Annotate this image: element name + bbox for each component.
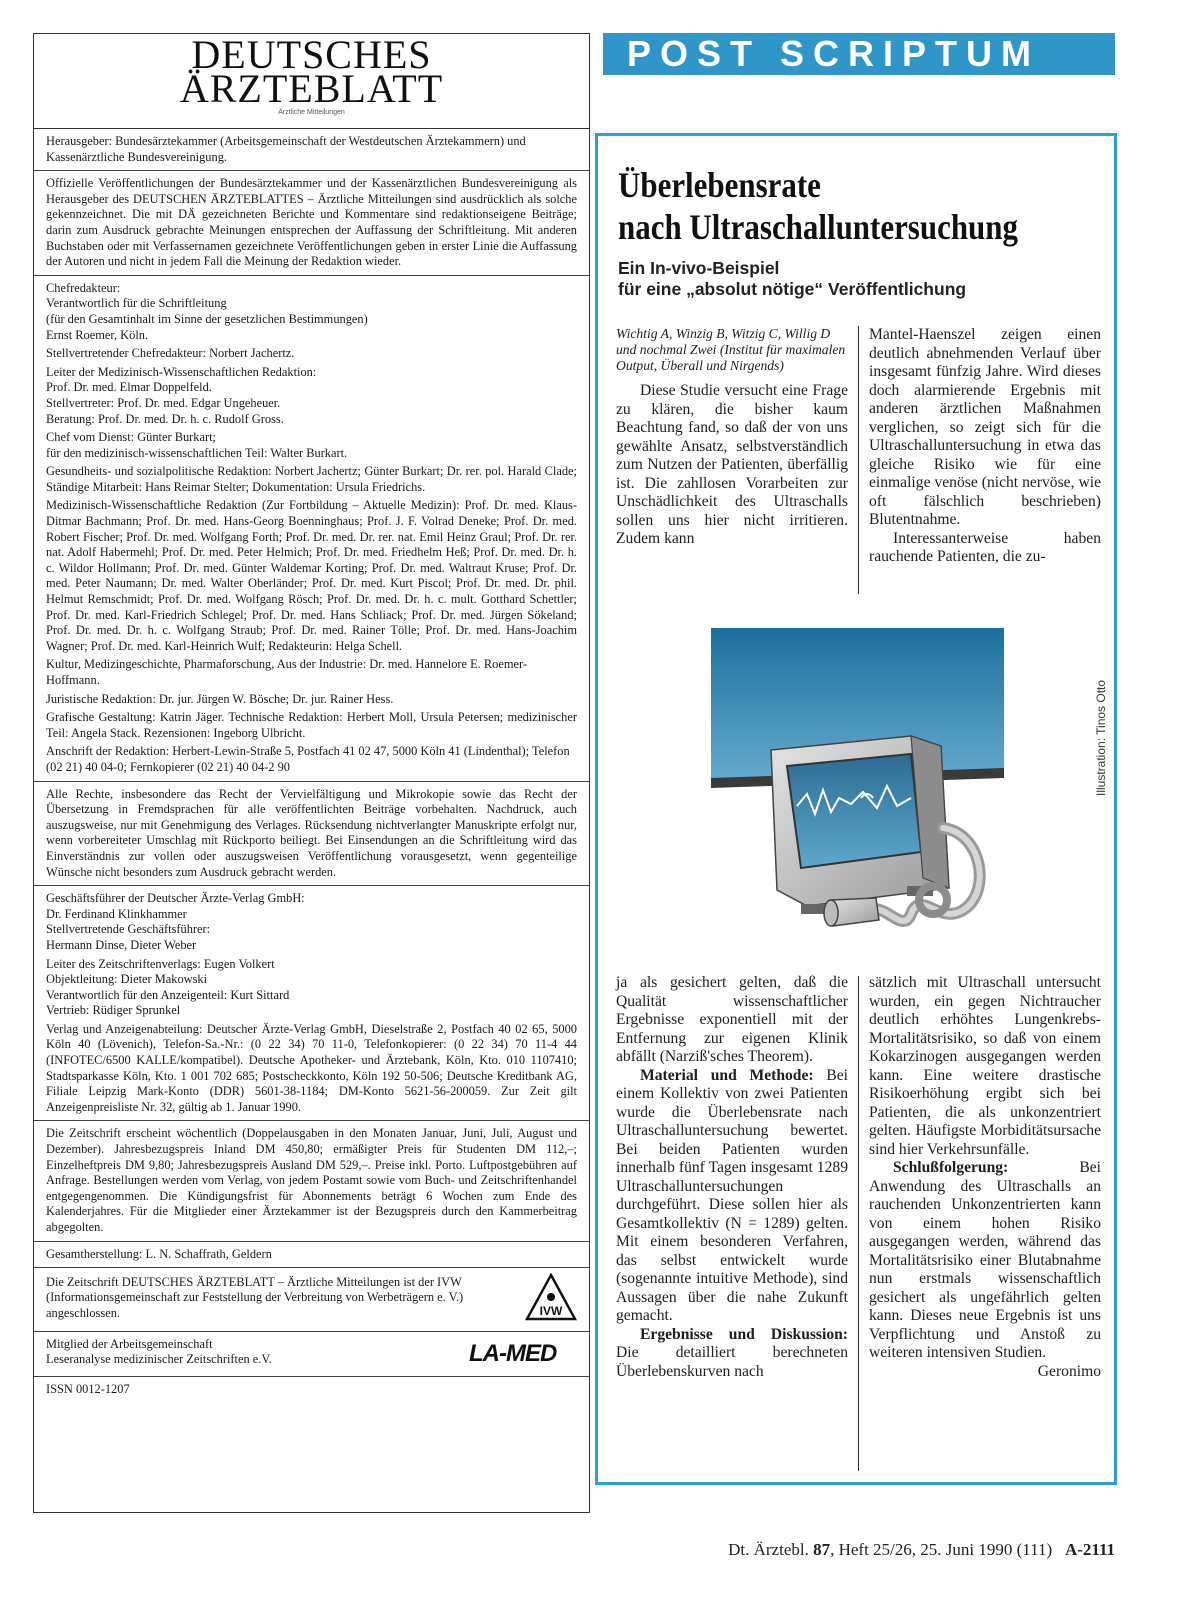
masthead-title-line1: DEUTSCHES: [191, 32, 432, 77]
footer-page-number: A-2111: [1064, 1540, 1115, 1559]
imprint-publisher: Herausgeber: Bundesärztekammer (Arbeitsgemeinschaft der Westdeutschen Ärztekammern) und Kassenärztliche Bundesvereinigung.: [46, 134, 526, 164]
ultrasound-monitor-illustration: [711, 628, 1004, 950]
article-title: [618, 164, 1039, 248]
imprint-box: [33, 33, 590, 1513]
imprint-management: Leiter des Zeitschriftenverlags: Eugen Volkert Objektleitung: Dieter Makowski Verantwortlich für den Anzeigenteil: Kurt Sittard Vertrieb: Rüdiger Sprunkel: [46, 956, 290, 1018]
article-column-a: [616, 326, 848, 549]
results-heading: Ergebnisse und Diskussion:: [640, 1325, 848, 1343]
imprint-production-block: [34, 1242, 589, 1269]
imprint-ivw-block: [34, 1268, 589, 1332]
methods-text: Bei einem Kollektiv von zwei Patienten wurde die Überlebensrate nach Ultraschalluntersuchung bewertet. Bei beiden Patienten wurden innerhalb fünf Tagen insgesamt 1289 Ultraschalluntersuchungen durchgeführt. Diese sollen hier als Gesamtkollektiv (N = 1289) gelten. Mit einem besonderen Verfahren, das selbst entwickelt wurde (sogenannte intuitive Methode), sind Aussagen über die nahe Zukunft gemacht.: [616, 1066, 848, 1324]
article-title-line2: nach Ultraschalluntersuchung: [618, 207, 1018, 247]
article-subtitle: [618, 258, 1108, 300]
imprint-publisher-address: Verlag und Anzeigenabteilung: Deutscher Ärzte-Verlag GmbH, Dieselstraße 2, Postfach 40 02 65, 5000 Köln 40 (Lövenich), Telefon-Sa.-Nr.: (0 22 34) 70 11-0, Telefonkopierer: (0 22 34) 70 11-4 44 (INFOTEC/6500 KALLE/kompatibel). Deutsche Apotheker- und Ärztebank, Köln, Kto. 010 1107410; Stadtsparkasse Köln, Kto. 1 001 702 685; Postscheckkonto, Köln 192 50-506; Deutsche Kreditbank AG, Filiale Leipzig Mark-Konto (DDR) 5601-38-1184; DM-Konto 5621-56-200059. Zur Zeit gilt Anzeigenpreisliste Nr. 32, gültig ab 1. Januar 1990.: [46, 1021, 577, 1114]
lamed-logo: [467, 1339, 577, 1370]
conclusion-heading: Schlußfolgerung:: [893, 1159, 1009, 1176]
article-column-b: [869, 326, 1101, 567]
article-subtitle-line2: für eine „absolut nötige“ Veröffentlichung: [618, 279, 967, 299]
footer-issue: , Heft 25/26, 25. Juni 1990 (111): [830, 1540, 1053, 1559]
article-results: [616, 1326, 848, 1382]
imprint-official-block: [34, 171, 589, 276]
imprint-official: Offizielle Veröffentlichungen der Bundesärztekammer und der Kassenärztlichen Bundesvereinigung als Herausgeber des DEUTSCHEN ÄRZTEBLATTES – Ärztliche Mitteilungen sind ausdrücklich als solche gekennzeichnet. Die mit DÄ gezeichneten Berichte und Kommentare sind redaktionseigene Beiträge; darin zum Ausdruck gebrachte Meinungen entsprechen der Auffassung der Schriftleitung. Mit anderen Buchstaben oder mit Verfassernamen gezeichnete Veröffentlichungen geben in erster Linie die Auffassung der Autoren und nicht in jedem Fall die Meinung der Redaktion wieder.: [46, 176, 577, 269]
imprint-legal: Juristische Redaktion: Dr. jur. Jürgen W. Bösche; Dr. jur. Rainer Hess.: [46, 691, 394, 706]
masthead: [34, 34, 589, 129]
article-intro: Diese Studie versucht eine Frage zu klären, die bisher kaum Beachtung fand, so daß der von uns gewählte Ansatz, selbstverständlich zum Nutzen der Patienten, überfällig ist. Die zahllosen Vorarbeiten zur Unschädlichkeit des Ultraschalls sollen uns hier nicht irritieren. Zudem kann: [616, 382, 848, 547]
article-authors: Wichtig A, Winzig B, Witzig C, Willig D und nochmal Zwei (Institut für maximalen Output, Überall und Nirgends): [616, 326, 846, 373]
imprint-lamed: Mitglied der Arbeitsgemeinschaft Leseranalyse medizinischer Zeitschriften e.V.: [46, 1336, 272, 1367]
post-scriptum-banner: [603, 33, 1115, 75]
article-smokers-continued: sätzlich mit Ultraschall untersucht wurden, ein gegen Nichtraucher deutlich erhöhtes Lungenkrebs-Mortalitätsrisiko, so daß von einem Kokarzinogen ausgegangen werden kann. Eine weitere drastische Risikoerhöhung ergibt sich bei Patienten, die als unkonzentriert gelten. Häufigste Morbiditätsursache sind hier Verkehrsunfälle.: [869, 974, 1101, 1158]
imprint-subscription-block: [34, 1121, 589, 1241]
footer-volume: 87: [813, 1540, 831, 1559]
column-divider-bottom: [858, 976, 859, 1471]
ivw-logo: [525, 1273, 577, 1326]
imprint-managing-directors: Geschäftsführer der Deutscher Ärzte-Verlag GmbH: Dr. Ferdinand Klinkhammer Stellvertretende Geschäftsführer: Hermann Dinse, Dieter Weber: [46, 891, 305, 952]
imprint-address: Anschrift der Redaktion: Herbert-Lewin-Straße 5, Postfach 41 02 47, 5000 Köln 41 (Lindenthal); Telefon (02 21) 40 04-0; Fernkopierer (02 21) 40 04-2 90: [46, 744, 570, 774]
article-results-continued: Mantel-Haenszel zeigen einen deutlich abnehmenden Verlauf über insgesamt fünfzig Jahre. Wird dieses doch alarmierende Ergebnis mit anderen ärztlichen Maßnahmen verglichen, so zeigt sich für die Ultraschalluntersuchung in etwa das gleiche Risiko wie für eine einmalige venöse (nicht nervöse, wie oft fälschlich beschrieben) Blutentnahme.: [869, 326, 1101, 528]
conclusion-text: Bei Anwendung des Ultraschalls an rauchenden Unkonzentrierten kann von einem hohen Risiko ausgegangen werden, während das Mortalitätsrisiko einer Blutabnahme nun erstmals wissenschaftlich gesichert als ungefährlich gelten kann. Dieses neue Ergebnis ist uns Verpflichtung und Anstoß zu weiteren intensiven Studien.: [869, 1159, 1101, 1361]
ultrasound-probe: [824, 898, 879, 926]
article-column-d: [869, 974, 1101, 1381]
results-text: Die detailliert berechneten Überlebenskurven nach: [616, 1344, 848, 1380]
methods-heading: Material und Methode:: [640, 1066, 814, 1084]
imprint-lamed-block: [34, 1332, 589, 1377]
imprint-issn: ISSN 0012-1207: [46, 1381, 130, 1396]
imprint-publisher-house-block: [34, 886, 589, 1121]
imprint-deputy-editor: Stellvertretender Chefredakteur: Norbert Jachertz.: [46, 346, 295, 361]
monitor-screen: [787, 754, 921, 868]
footer-journal: Dt. Ärztebl.: [728, 1540, 809, 1559]
lamed-logo-text: LA-MED: [469, 1339, 557, 1365]
column-divider-top: [858, 326, 859, 594]
article-methods: [616, 1067, 848, 1326]
imprint-publisher-block: [34, 129, 589, 171]
imprint-rights-block: [34, 782, 589, 887]
imprint-chief-editor: Chefredakteur: Verantwortlich für die Schriftleitung (für den Gesamtinhalt im Sinne der gesetzlichen Bestimmungen) Ernst Roemer, Köln.: [46, 280, 368, 342]
article-box: [595, 133, 1117, 1485]
article-title-line1: Überlebensrate: [618, 165, 821, 205]
imprint-issn-block: [34, 1377, 589, 1403]
article-conclusion: [869, 1159, 1101, 1380]
imprint-scientific-editorial: Medizinisch-Wissenschaftliche Redaktion (Zur Fortbildung – Aktuelle Medizin): Prof. Dr. med. Klaus-Ditmar Bachmann; Prof. Dr. med. Hans-Georg Boenninghaus; Prof. J. F. Volrad Deneke; Prof. Dr. med. Robert Fischer; Prof. Dr. med. Wolfgang Forth; Prof. Dr. med. Dr. rer. nat. Emil Heinz Graul; Prof. Dr. rer. nat. Adolf Habermehl; Prof. Dr. med. Peter Helmich; Prof. Dr. med. Friedhelm Heß; Prof. Dr. med. Dr. h. c. Wildor Hollmann; Prof. Dr. med. Günter Waldemar Korting; Prof. Dr. med. Waltraut Kruse; Prof. Dr. med. Peter Naumann; Dr. med. Walter Oberländer; Prof. Dr. med. Kurt Piscol; Prof. Dr. med. Dr. phil. Helmut Remschmidt; Prof. Dr. med. Wolfgang Rösch; Prof. Dr. med. Dr. h. c. mult. Gotthard Schettler; Prof. Dr. med. Karl-Friedrich Schlegel; Prof. Dr. med. Hans Schliack; Prof. Dr. med. Jürgen Sökeland; Prof. Dr. med. Dr. h. c. Wolfgang Straub; Prof. Dr. med. Rainer Tölle; Prof. Dr. med. Hans-Joachim Wagner; Prof. Dr. med. Karl-Heinrich Wulf; Redakteurin: Helga Schell.: [46, 498, 577, 653]
imprint-production: Gesamtherstellung: L. N. Schaffrath, Geldern: [46, 1246, 272, 1261]
masthead-subtitle: Ärztliche Mitteilungen: [278, 109, 345, 116]
masthead-title-line2: ÄRZTEBLATT: [179, 66, 444, 111]
imprint-culture: Kultur, Medizingeschichte, Pharmaforschung, Aus der Industrie: Dr. med. Hannelore E. Roemer-Hoffmann.: [46, 657, 527, 687]
imprint-medical-editor: Leiter der Medizinisch-Wissenschaftlichen Redaktion: Prof. Dr. med. Elmar Doppelfeld. Stellvertreter: Prof. Dr. med. Edgar Ungeheuer. Beratung: Prof. Dr. med. Dr. h. c. Rudolf Gross.: [46, 364, 317, 426]
imprint-editorial-block: [34, 276, 589, 782]
article-subtitle-line1: Ein In-vivo-Beispiel: [618, 258, 780, 278]
imprint-graphics: Grafische Gestaltung: Katrin Jäger. Technische Redaktion: Herbert Moll, Ursula Petersen; medizinischer Teil: Angela Stack. Rezensionen: Ingeborg Ulbricht.: [46, 710, 577, 740]
imprint-subscription: Die Zeitschrift erscheint wöchentlich (Doppelausgaben in den Monaten Januar, Juni, Juli, August und Dezember). Jahresbezugspreis Inland DM 450,80; ermäßigter Preis für Studenten DM 112,–; Einzelheftpreis DM 9,80; Jahresbezugspreis Ausland DM 529,–. Preise inkl. Porto. Luftpostgebühren auf Anfrage. Bestellungen werden vom Verlag, von jedem Postamt sowie vom Buch- und Zeitschriftenhandel entgegengenommen. Die Kündigungsfrist für Abonnements beträgt 6 Wochen zum Ende des Kalenderjahres. Für die Mitglieder einer Ärztekammer ist der Bezugspreis durch den Kammerbeitrag abgegolten.: [46, 1126, 577, 1234]
article-column-c: [616, 974, 848, 1381]
ivw-logo-text: IVW: [539, 1304, 563, 1319]
post-scriptum-label: POST SCRIPTUM: [627, 33, 1041, 74]
article-theorem: ja als gesichert gelten, daß die Qualität wissenschaftlicher Ergebnisse exponentiell mit der Entfernung zur eigenen Klinik abfällt (Narziß'sches Theorem).: [616, 974, 848, 1065]
imprint-health-policy: Gesundheits- und sozialpolitische Redaktion: Norbert Jachertz; Günter Burkart; Dr. rer. pol. Harald Clade; Ständige Mitarbeit: Hans Reimar Stelter; Dokumentation: Ursula Friedrichs.: [46, 464, 577, 494]
imprint-duty-chief: Chef vom Dienst: Günter Burkart; für den medizinisch-wissenschaftlichen Teil: Walter Burkart.: [46, 430, 348, 460]
article-smokers: Interessanterweise haben rauchende Patienten, die zu-: [869, 529, 1101, 565]
article-signature: Geronimo: [1037, 1362, 1101, 1380]
imprint-ivw: Die Zeitschrift DEUTSCHES ÄRZTEBLATT – Ärztliche Mitteilungen ist der IVW (Informationsgemeinschaft zur Feststellung der Verbreitung von Werbeträgern e. V.) angeschlossen.: [46, 1274, 464, 1320]
illustration-credit: Illustration: Tinos Otto: [1094, 679, 1108, 796]
page-footer: [615, 1540, 1115, 1560]
imprint-rights: Alle Rechte, insbesondere das Recht der Vervielfältigung und Mikrokopie sowie das Recht der Übersetzung in Fremdsprachen für alle veröffentlichten Beiträge vorbehalten. Nachdruck, auch auszugsweise, nur mit Genehmigung des Verlages. Rücksendung nichtverlangter Manuskripte erfolgt nur, wenn vorbereiteter Umschlag mit Rückporto beiliegt. Bei Einsendungen an die Schriftleitung wird das Einverständnis zur vollen oder auszugsweisen Veröffentlichung vorausgesetzt, wenn gegenteilige Wünsche nicht besonders zum Ausdruck gebracht werden.: [46, 786, 577, 879]
